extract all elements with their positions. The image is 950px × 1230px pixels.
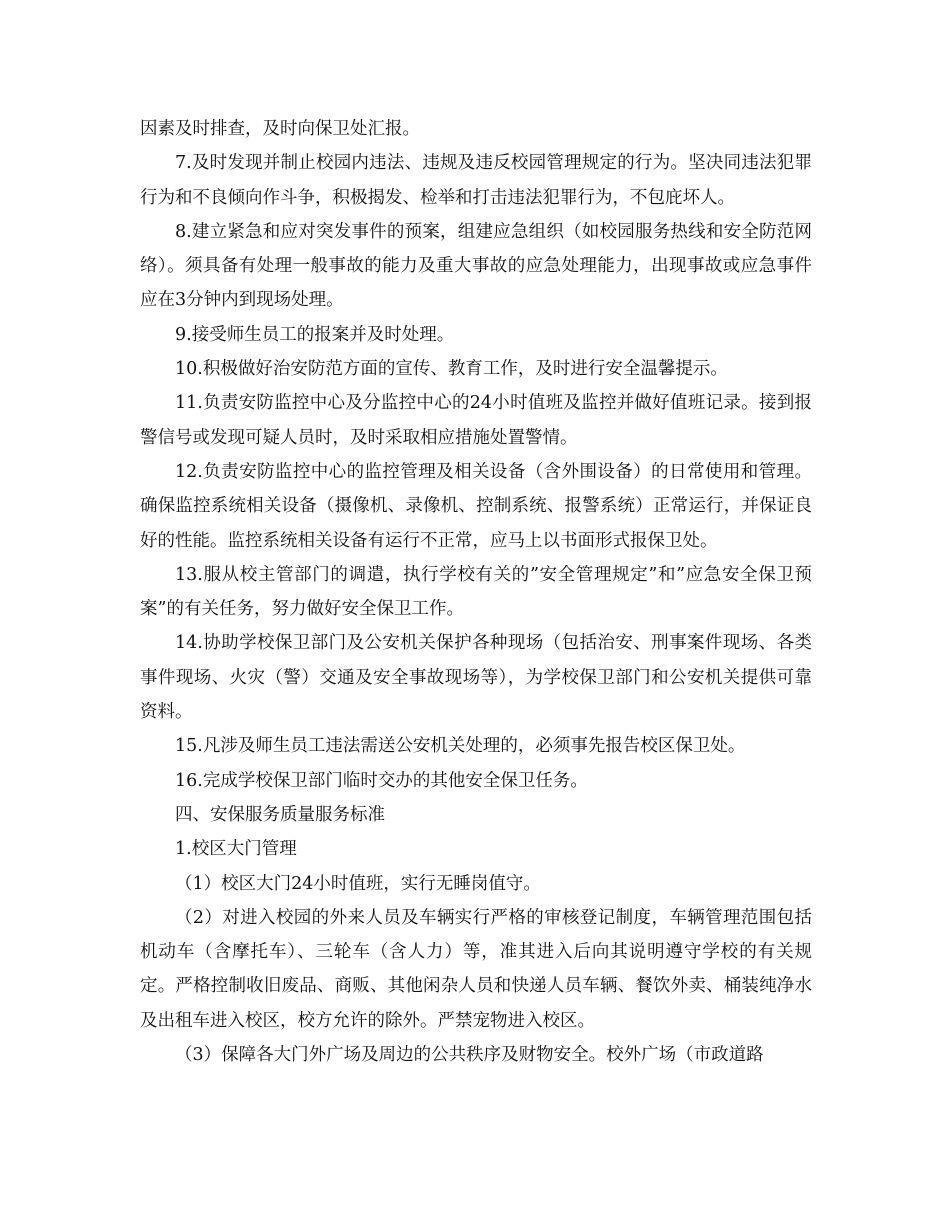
paragraph-1: 因素及时排查，及时向保卫处汇报。	[140, 119, 420, 139]
section-heading: 四、安保服务质量服务标准	[175, 804, 385, 825]
paragraph-7: 12.负责安防监控中心的监控管理及相关设备（含外围设备）的日常使用和管理。确保监控系统相关设备（摄像机、录像机、控制系统、报警系统）正常运行，并保证良好的性能。监控系统相关设备有运行不正常，应马上以书面形式报保卫处。	[140, 461, 812, 551]
paragraph-15: （2）对进入校园的外来人员及车辆实行严格的审核登记制度，车辆管理范围包括机动车（含摩托车）、三轮车（含人力）等，准其进入后向其说明遵守学校的有关规定。严格控制收旧废品、商贩、其他闲杂人员和快递人员车辆、餐饮外卖、桶装纯净水及出租车进入校区，校方允许的除外。严禁宠物进入校区。	[140, 907, 812, 1031]
paragraph-8: 13.服从校主管部门的调遣，执行学校有关的”安全管理规定”和”应急安全保卫预案”的有关任务，努力做好安全保卫工作。	[140, 564, 812, 620]
paragraph-14: （1）校区大门24小时值班，实行无睡岗值守。	[175, 873, 541, 894]
paragraph-4: 9.接受师生员工的报案并及时处理。	[175, 324, 455, 345]
subsection-heading: 1.校区大门管理	[175, 839, 297, 860]
paragraph-9: 14.协助学校保卫部门及公安机关保护各种现场（包括治安、刑事案件现场、各类事件现场、火灾（警）交通及安全事故现场等），为学校保卫部门和公安机关提供可靠资料。	[140, 633, 812, 723]
paragraph-3: 8.建立紧急和应对突发事件的预案，组建应急组织（如校园服务热线和安全防范网络）。须具备有处理一般事故的能力及重大事故的应急处理能力，出现事故或应急事件应在3分钟内到现场处理。	[140, 221, 812, 311]
paragraph-2: 7.及时发现并制止校园内违法、违规及违反校园管理规定的行为。坚决同违法犯罪行为和不良倾向作斗争，积极揭发、检举和打击违法犯罪行为，不包庇坏人。	[140, 153, 812, 208]
paragraph-11: 16.完成学校保卫部门临时交办的其他安全保卫任务。	[175, 770, 588, 791]
paragraph-5: 10.积极做好治安防范方面的宣传、教育工作，及时进行安全温馨提示。	[175, 359, 728, 380]
paragraph-10: 15.凡涉及师生员工违法需送公安机关处理的，必须事先报告校区保卫处。	[175, 736, 746, 757]
paragraph-16: （3）保障各大门外广场及周边的公共秩序及财物安全。校外广场（市政道路	[175, 1045, 764, 1066]
paragraph-6: 11.负责安防监控中心及分监控中心的24小时值班及监控并做好值班记录。接到报警信号或发现可疑人员时，及时采取相应措施处置警情。	[140, 393, 812, 448]
document-body	[140, 112, 812, 1072]
